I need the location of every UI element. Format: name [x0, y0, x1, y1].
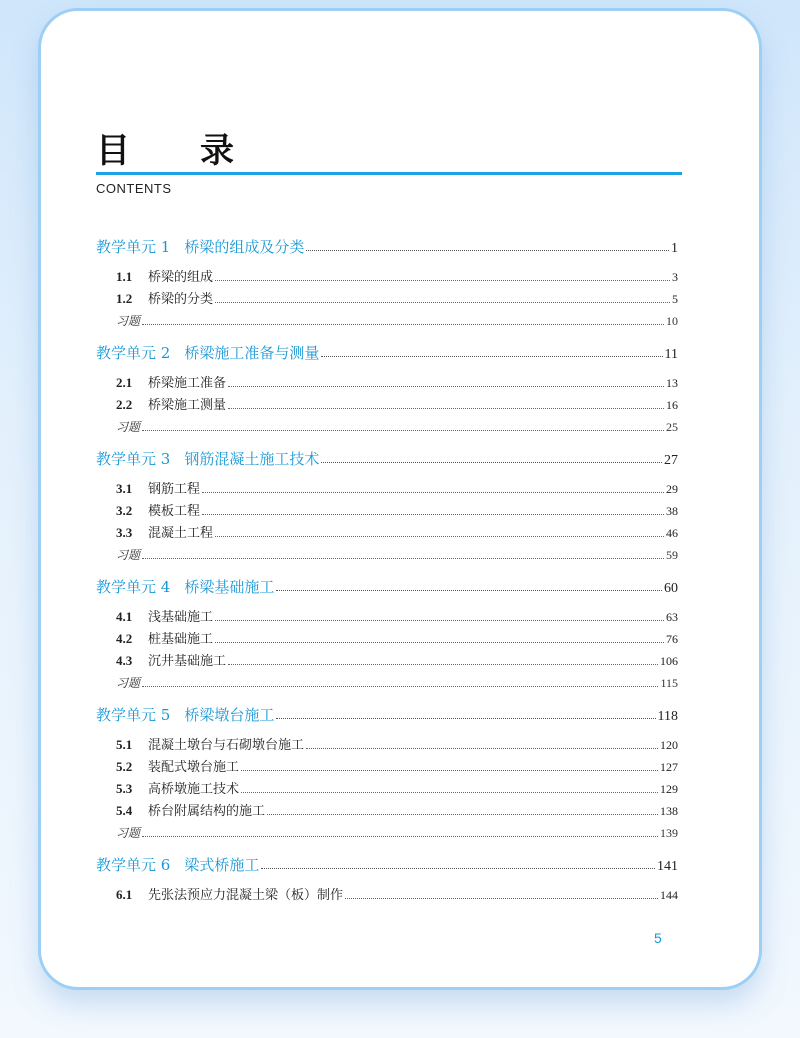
toc-section-entry[interactable] — [96, 500, 678, 522]
toc-header — [96, 132, 682, 196]
toc-exercise-entry[interactable] — [96, 672, 678, 694]
unit-heading — [96, 854, 259, 876]
section-title: 先张法预应力混凝土梁（板）制作 — [148, 888, 344, 903]
toc-unit-entry[interactable] — [96, 236, 678, 258]
toc-unit-entry[interactable] — [96, 342, 678, 364]
section-number: 3.3 — [116, 525, 133, 540]
section-page-number: 29 — [666, 482, 678, 496]
toc-section-entry[interactable] — [96, 650, 678, 672]
toc-section-entry[interactable] — [96, 628, 678, 650]
exercise-page-number: 139 — [660, 826, 678, 840]
section-number: 4.1 — [116, 609, 133, 624]
dot-leader — [142, 686, 658, 687]
toc-unit-group — [96, 236, 678, 332]
toc-section-entry[interactable] — [96, 266, 678, 288]
exercise-label: 习题 — [116, 420, 141, 434]
toc-section-entry[interactable] — [96, 372, 678, 394]
page-number: 5 — [654, 930, 662, 946]
dot-leader — [321, 356, 662, 357]
dot-leader — [306, 250, 669, 251]
toc-section-entry[interactable] — [96, 884, 678, 906]
toc-unit-group — [96, 342, 678, 438]
section-heading — [116, 628, 213, 651]
section-number: 5.3 — [116, 781, 133, 796]
unit-title: 钢筋混凝土施工技术 — [184, 450, 320, 468]
section-heading — [116, 522, 213, 545]
section-number: 1.1 — [116, 269, 133, 284]
section-heading — [116, 266, 213, 289]
section-page-number: 144 — [660, 888, 678, 902]
section-title: 模板工程 — [148, 504, 201, 519]
section-page-number: 106 — [660, 654, 678, 668]
section-number: 3.2 — [116, 503, 133, 518]
toc-section-entry[interactable] — [96, 778, 678, 800]
section-heading — [116, 500, 200, 523]
section-heading — [116, 756, 239, 779]
section-heading — [116, 778, 239, 801]
exercise-page-number: 25 — [666, 420, 678, 434]
dot-leader — [241, 770, 658, 771]
unit-page-number: 27 — [664, 453, 678, 468]
unit-label: 教学单元 2 — [96, 344, 171, 362]
unit-page-number: 1 — [671, 241, 678, 256]
exercise-page-number: 115 — [660, 676, 678, 690]
title-rule — [96, 172, 682, 175]
section-number: 3.1 — [116, 481, 133, 496]
toc-section-entry[interactable] — [96, 522, 678, 544]
unit-page-number: 118 — [657, 709, 678, 724]
dot-leader — [202, 492, 664, 493]
section-page-number: 76 — [666, 632, 678, 646]
dot-leader — [215, 642, 664, 643]
section-title: 浅基础施工 — [148, 610, 214, 625]
section-number: 4.2 — [116, 631, 133, 646]
section-number: 4.3 — [116, 653, 133, 668]
section-title: 混凝土墩台与石砌墩台施工 — [148, 738, 305, 753]
dot-leader — [345, 898, 658, 899]
exercise-label: 习题 — [116, 314, 141, 328]
unit-title: 桥梁墩台施工 — [184, 706, 275, 724]
toc-unit-entry[interactable] — [96, 448, 678, 470]
section-number: 1.2 — [116, 291, 133, 306]
section-page-number: 63 — [666, 610, 678, 624]
unit-label: 教学单元 1 — [96, 238, 171, 256]
unit-page-number: 60 — [664, 581, 678, 596]
section-page-number: 38 — [666, 504, 678, 518]
toc-unit-entry[interactable] — [96, 854, 678, 876]
dot-leader — [215, 536, 664, 537]
section-title: 桥梁施工准备 — [148, 376, 227, 391]
dot-leader — [142, 430, 664, 431]
unit-page-number: 11 — [664, 347, 678, 362]
section-title: 装配式墩台施工 — [148, 760, 240, 775]
table-of-contents — [96, 236, 678, 916]
section-heading — [116, 394, 226, 417]
toc-unit-group — [96, 448, 678, 566]
dot-leader — [228, 408, 664, 409]
section-heading — [116, 606, 213, 629]
dot-leader — [142, 558, 664, 559]
unit-heading — [96, 342, 319, 364]
exercise-label: 习题 — [116, 676, 141, 690]
dot-leader — [215, 302, 670, 303]
unit-page-number: 141 — [657, 859, 678, 874]
exercise-label: 习题 — [116, 826, 141, 840]
unit-title: 桥梁基础施工 — [184, 578, 275, 596]
section-heading — [116, 478, 200, 501]
unit-heading — [96, 576, 274, 598]
toc-unit-group — [96, 854, 678, 906]
dot-leader — [142, 836, 658, 837]
toc-unit-entry[interactable] — [96, 576, 678, 598]
section-page-number: 127 — [660, 760, 678, 774]
toc-exercise-entry[interactable] — [96, 416, 678, 438]
dot-leader — [321, 462, 662, 463]
section-number: 6.1 — [116, 887, 133, 902]
section-title: 沉井基础施工 — [148, 654, 227, 669]
section-heading — [116, 372, 226, 395]
unit-heading — [96, 448, 319, 470]
section-number: 5.2 — [116, 759, 133, 774]
section-number: 2.1 — [116, 375, 133, 390]
exercise-page-number: 10 — [666, 314, 678, 328]
dot-leader — [306, 748, 658, 749]
dot-leader — [215, 620, 664, 621]
toc-section-entry[interactable] — [96, 288, 678, 310]
toc-section-entry[interactable] — [96, 394, 678, 416]
toc-section-entry[interactable] — [96, 734, 678, 756]
toc-section-entry[interactable] — [96, 756, 678, 778]
toc-unit-group — [96, 704, 678, 844]
unit-label: 教学单元 6 — [96, 856, 171, 874]
unit-label: 教学单元 4 — [96, 578, 171, 596]
section-title: 桥台附属结构的施工 — [148, 804, 266, 819]
dot-leader — [267, 814, 658, 815]
section-page-number: 138 — [660, 804, 678, 818]
section-title: 混凝土工程 — [148, 526, 214, 541]
dot-leader — [228, 664, 658, 665]
toc-section-entry[interactable] — [96, 606, 678, 628]
unit-heading — [96, 236, 304, 258]
dot-leader — [276, 718, 655, 719]
section-page-number: 46 — [666, 526, 678, 540]
section-heading — [116, 288, 213, 311]
toc-section-entry[interactable] — [96, 478, 678, 500]
unit-label: 教学单元 5 — [96, 706, 171, 724]
dot-leader — [228, 386, 664, 387]
toc-unit-entry[interactable] — [96, 704, 678, 726]
section-number: 5.4 — [116, 803, 133, 818]
section-title: 桥梁施工测量 — [148, 398, 227, 413]
section-page-number: 16 — [666, 398, 678, 412]
section-number: 5.1 — [116, 737, 133, 752]
page-subtitle: CONTENTS — [96, 181, 172, 196]
toc-exercise-entry[interactable] — [96, 310, 678, 332]
toc-unit-group — [96, 576, 678, 694]
section-title: 钢筋工程 — [148, 482, 201, 497]
section-heading — [116, 734, 304, 757]
section-page-number: 129 — [660, 782, 678, 796]
unit-heading — [96, 704, 274, 726]
section-page-number: 13 — [666, 376, 678, 390]
dot-leader — [276, 590, 662, 591]
unit-title: 桥梁的组成及分类 — [184, 238, 305, 256]
section-title: 高桥墩施工技术 — [148, 782, 240, 797]
toc-exercise-entry[interactable] — [96, 544, 678, 566]
section-number: 2.2 — [116, 397, 133, 412]
section-title: 桥梁的分类 — [148, 292, 214, 307]
dot-leader — [241, 792, 658, 793]
section-title: 桩基础施工 — [148, 632, 214, 647]
unit-title: 桥梁施工准备与测量 — [184, 344, 320, 362]
dot-leader — [202, 514, 664, 515]
section-heading — [116, 650, 226, 673]
dot-leader — [215, 280, 670, 281]
unit-title: 梁式桥施工 — [184, 856, 260, 874]
unit-label: 教学单元 3 — [96, 450, 171, 468]
toc-section-entry[interactable] — [96, 800, 678, 822]
section-page-number: 120 — [660, 738, 678, 752]
dot-leader — [142, 324, 664, 325]
exercise-page-number: 59 — [666, 548, 678, 562]
toc-exercise-entry[interactable] — [96, 822, 678, 844]
section-page-number: 5 — [672, 292, 678, 306]
page-title: 目 录 — [96, 131, 252, 171]
section-page-number: 3 — [672, 270, 678, 284]
section-heading — [116, 800, 265, 823]
dot-leader — [261, 868, 655, 869]
section-title: 桥梁的组成 — [148, 270, 214, 285]
exercise-label: 习题 — [116, 548, 141, 562]
section-heading — [116, 884, 343, 907]
